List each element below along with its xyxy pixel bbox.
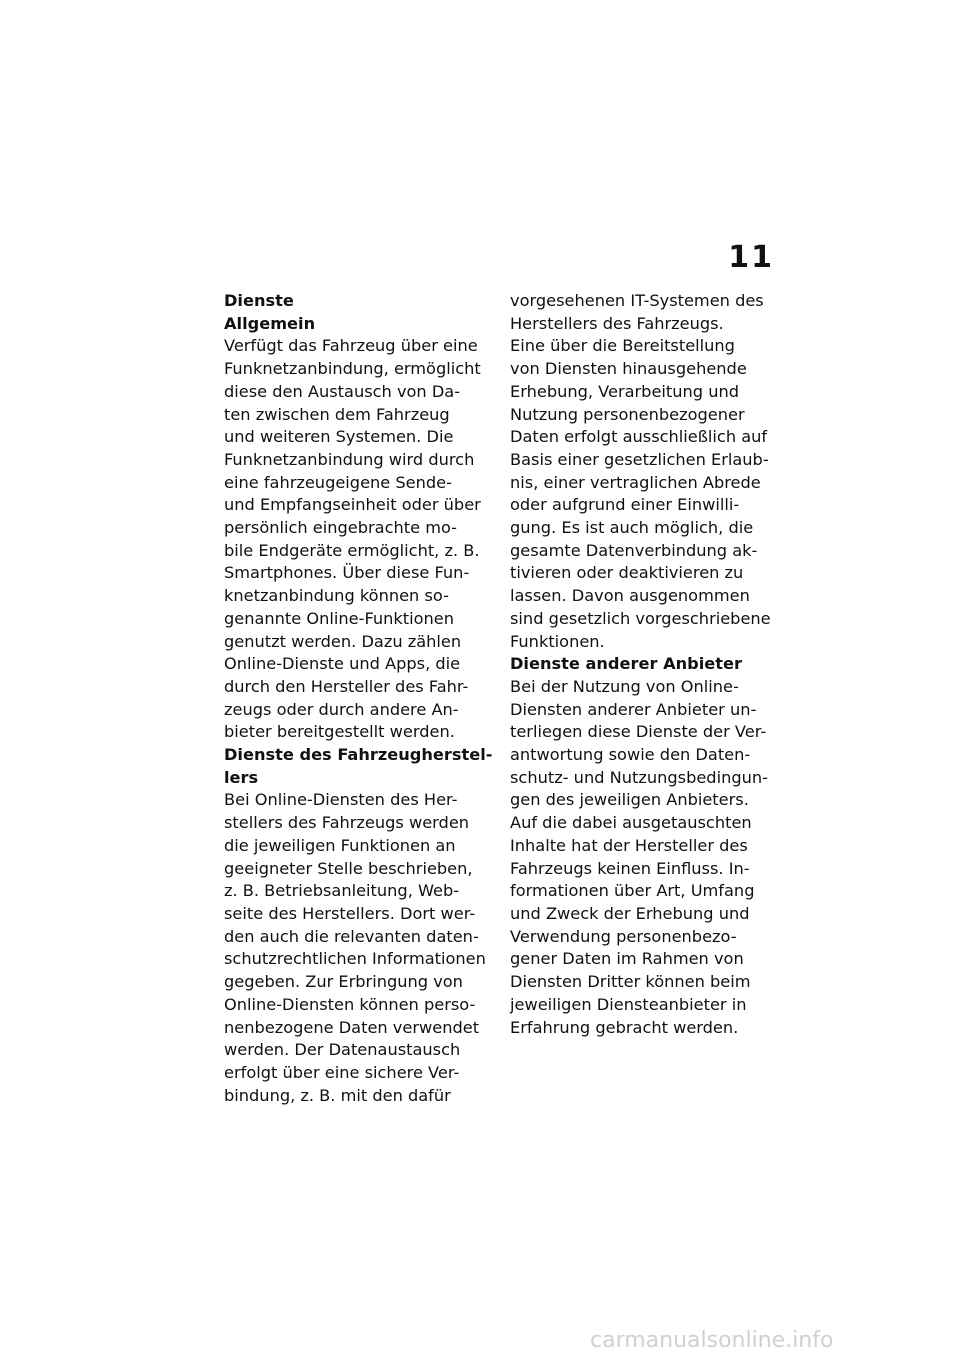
left-text-column <box>224 290 494 1107</box>
body-text-line: Online-Dienste und Apps, die <box>224 654 461 674</box>
body-text-line: formationen über Art, Umfang <box>510 881 755 901</box>
body-text-line: Diensten Dritter können beim <box>510 972 751 992</box>
body-text-line: Smartphones. Über diese Fun- <box>224 563 470 583</box>
body-text-line: genannte Online-Funktionen <box>224 608 454 628</box>
body-text-line: Inhalte hat der Hersteller des <box>510 835 748 855</box>
body-text-line: Erhebung, Verarbeitung und <box>510 381 739 401</box>
body-text-line: tivieren oder deaktivieren zu <box>510 563 744 583</box>
body-text-line: Funknetzanbindung wird durch <box>224 449 475 469</box>
body-text-line: und Empfangseinheit oder über <box>224 495 481 515</box>
body-text-line: erfolgt über eine sichere Ver- <box>224 1062 460 1082</box>
body-text-line: bieter bereitgestellt werden. <box>224 722 455 742</box>
body-text-line: den auch die relevanten daten- <box>224 926 479 946</box>
body-text-line: gegeben. Zur Erbringung von <box>224 972 463 992</box>
body-text-line: Auf die dabei ausgetauschten <box>510 813 752 833</box>
body-text-line: eine fahrzeugeigene Sende- <box>224 472 452 492</box>
body-text-line: Funknetzanbindung, ermöglicht <box>224 359 481 379</box>
body-text-line: jeweiligen Diensteanbieter in <box>510 994 747 1014</box>
section-heading-line: Dienste anderer Anbieter <box>510 654 742 674</box>
body-text-line: Daten erfolgt ausschließlich auf <box>510 427 768 447</box>
body-text-line: werden. Der Datenaustausch <box>224 1040 461 1060</box>
body-text-line: und Zweck der Erhebung und <box>510 903 750 923</box>
body-text-line: Online-Diensten können perso- <box>224 994 476 1014</box>
body-text-line: z. B. Betriebsanleitung, Web- <box>224 881 460 901</box>
body-text-line: und weiteren Systemen. Die <box>224 427 454 447</box>
watermark: carmanualsonline.info <box>590 1328 834 1353</box>
body-text-line: die jeweiligen Funktionen an <box>224 835 456 855</box>
body-text-line: von Diensten hinausgehende <box>510 359 747 379</box>
body-text-line: Verwendung personenbezo- <box>510 926 737 946</box>
body-text-line: Bei Online-Diensten des Her- <box>224 790 458 810</box>
body-text-line: zeugs oder durch andere An- <box>224 699 459 719</box>
body-text-line: durch den Hersteller des Fahr- <box>224 676 469 696</box>
section-heading-line: Dienste <box>224 291 294 310</box>
page-number: 11 <box>728 240 774 275</box>
section-heading-line: Dienste des Fahrzeugherstel- <box>224 745 493 765</box>
body-text-line: Fahrzeugs keinen Einfluss. In- <box>510 858 750 878</box>
body-text-line: stellers des Fahrzeugs werden <box>224 813 470 833</box>
body-text-line: Diensten anderer Anbieter un- <box>510 699 757 719</box>
section-heading-line: Allgemein <box>224 313 316 333</box>
body-text-line: terliegen diese Dienste der Ver- <box>510 722 767 742</box>
body-text-line: gen des jeweiligen Anbieters. <box>510 790 749 810</box>
body-text-line: Eine über die Bereitstellung <box>510 336 735 356</box>
body-text-line: sind gesetzlich vorgeschriebene <box>510 608 771 628</box>
body-text-line: Funktionen. <box>510 631 605 651</box>
body-text-line: knetzanbindung können so- <box>224 586 449 606</box>
body-text-line: bindung, z. B. mit den dafür <box>224 1085 451 1105</box>
body-text-line: Herstellers des Fahrzeugs. <box>510 313 724 333</box>
body-text-line: Erfahrung gebracht werden. <box>510 1017 739 1037</box>
body-text-line: persönlich eingebrachte mo- <box>224 518 458 538</box>
body-text-line: oder aufgrund einer Einwilli- <box>510 495 740 515</box>
body-text-line: lassen. Davon ausgenommen <box>510 586 750 606</box>
body-text-line: geeigneter Stelle beschrieben, <box>224 858 473 878</box>
body-text-line: ten zwischen dem Fahrzeug <box>224 404 450 424</box>
body-text-line: vorgesehenen IT-Systemen des <box>510 291 764 310</box>
body-text-line: nenbezogene Daten verwendet <box>224 1017 480 1037</box>
body-text-line: diese den Austausch von Da- <box>224 381 461 401</box>
body-text-line: gener Daten im Rahmen von <box>510 949 744 969</box>
body-text-line: schutzrechtlichen Informationen <box>224 949 486 969</box>
body-text-line: bile Endgeräte ermöglicht, z. B. <box>224 540 480 560</box>
section-heading-line: lers <box>224 767 259 787</box>
body-text-line: Nutzung personenbezogener <box>510 404 745 424</box>
body-text-line: schutz- und Nutzungsbedingun- <box>510 767 768 787</box>
body-text-line: antwortung sowie den Daten- <box>510 745 751 765</box>
body-text-line: nis, einer vertraglichen Abrede <box>510 472 761 492</box>
body-text-line: Verfügt das Fahrzeug über eine <box>224 336 478 356</box>
body-text-line: genutzt werden. Dazu zählen <box>224 631 462 651</box>
right-text-column <box>510 290 780 1039</box>
body-text-line: gesamte Datenverbindung ak- <box>510 540 758 560</box>
body-text-line: seite des Herstellers. Dort wer- <box>224 903 476 923</box>
body-text-line: Bei der Nutzung von Online- <box>510 676 739 696</box>
body-text-line: Basis einer gesetzlichen Erlaub- <box>510 449 769 469</box>
body-text-line: gung. Es ist auch möglich, die <box>510 518 754 538</box>
